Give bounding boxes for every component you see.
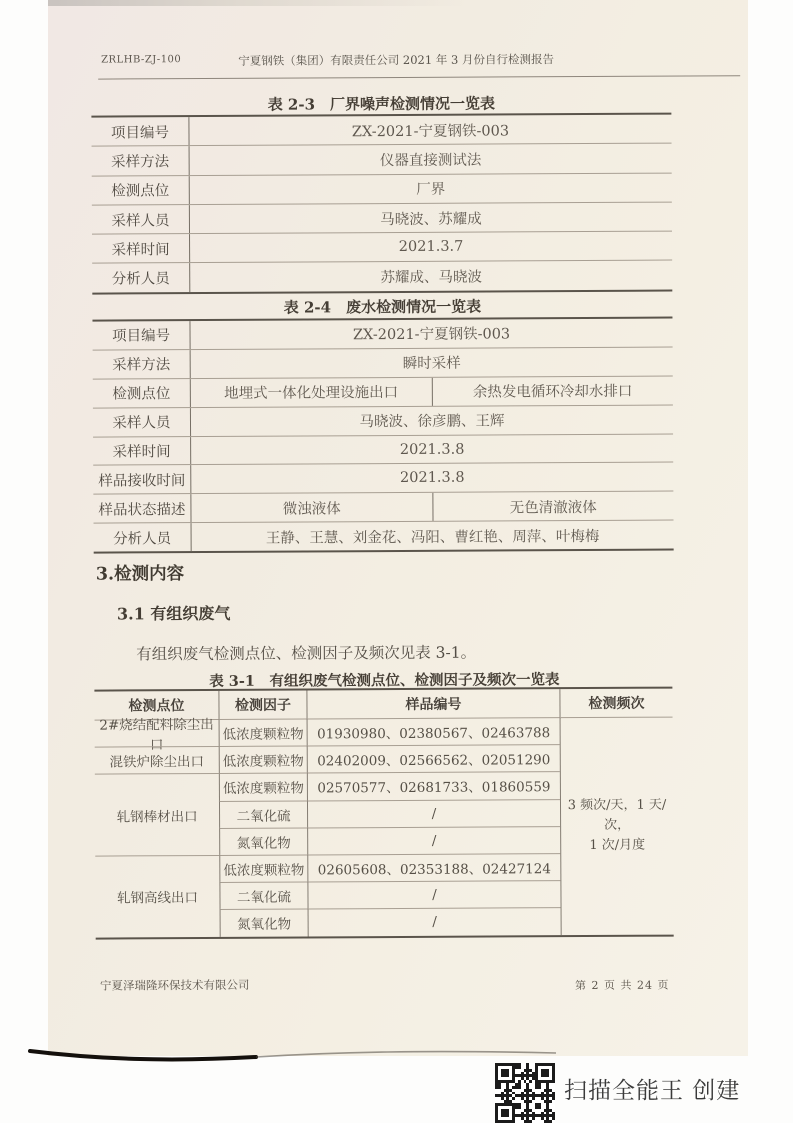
section-paragraph: 有组织废气检测点位、检测因子及频次见表 3-1。 [136,643,477,664]
point-cell-merged: 轧钢高线出口 [95,855,219,937]
frequency-cell-merged: 3 频次/天，1 天/次， 1 次/月度 [560,717,674,935]
table-row [92,319,672,350]
samples-cell: / [307,826,560,855]
row-label: 样品状态描述 [93,494,191,522]
point-cell: 2#烧结配料除尘出口 [95,719,219,747]
row-value: 2021.3.7 [398,238,464,256]
factor-cell: 氮氧化物 [219,827,307,855]
samples-cell: 01930980、02380567、02463788 [307,717,560,746]
point-cell-merged: 轧钢棒材出口 [95,773,219,855]
row-value-right: 无色清澈液体 [432,492,674,521]
row-value: 2021.3.8 [399,470,465,487]
row-label: 采样人员 [92,205,190,234]
row-value: 厂界 [416,181,446,199]
table-3-1-title: 表 3-1 有组织废气检测点位、检测因子及频次一览表 [209,671,560,690]
factor-cell: 氮氧化物 [220,909,308,937]
footer-company: 宁夏泽瑞隆环保技术有限公司 [99,977,250,993]
row-value: 瞬时采样 [402,355,461,373]
table-row [93,346,673,378]
header-title: 宁夏钢铁（集团）有限责任公司 2021 年 3 月份自行检测报告 [238,52,554,68]
point-cell: 混铁炉除尘出口 [95,746,219,774]
table-row [94,520,674,552]
column-header: 检测因子 [218,690,306,718]
factor-cell: 低浓度颗粒物 [219,718,307,746]
table-2-3-title: 表 2-3 厂界噪声检测情况一览表 [267,94,496,114]
factor-cell: 二氧化硫 [219,882,307,910]
row-label: 项目编号 [91,117,189,146]
table-row [93,462,673,494]
row-label: 采样方法 [92,146,190,175]
samples-cell: / [307,799,560,828]
table-row [92,201,672,233]
section-subheading: 3.1 有组织废气 [116,603,231,624]
column-header: 检测点位 [128,698,185,715]
table-row [91,115,671,146]
samples-cell: 02605608、02353188、02427124 [307,853,560,882]
table-row [93,404,673,436]
row-value: ZX-2021-宁夏钢铁-003 [352,326,511,344]
row-value: 仪器直接测试法 [379,152,482,170]
table-row [92,231,672,263]
table-2-3-noise-summary [91,113,672,295]
factor-cell: 二氧化硫 [219,800,307,828]
row-label: 采样时间 [92,234,190,263]
factor-cell: 低浓度颗粒物 [219,746,307,774]
column-header: 检测频次 [559,689,672,718]
row-value: 苏耀成、马晓波 [380,269,483,287]
header-doc-code: ZRLHB-ZJ-100 [101,54,182,66]
column-header: 样品编号 [306,689,559,718]
factor-cell: 低浓度颗粒物 [219,854,307,882]
row-label: 采样方法 [93,350,191,378]
header-divider [98,75,740,79]
row-value-left: 地埋式一体化处理设施出口 [224,385,399,403]
row-label: 分析人员 [94,523,192,551]
table-row [93,491,673,523]
row-value: 马晓波、苏耀成 [380,211,482,228]
footer-page-number: 第 2 页 共 24 页 [574,978,670,993]
table-2-4-title: 表 2-4 废水检测情况一览表 [283,297,482,317]
table-row [92,172,672,204]
row-label: 分析人员 [92,264,190,293]
row-value: ZX-2021-宁夏钢铁-003 [351,123,510,140]
table-2-4-wastewater-summary [92,317,673,554]
camscanner-watermark-label: 扫描全能王 创建 [564,1078,741,1104]
row-label: 样品接收时间 [93,466,191,494]
factor-cell: 低浓度颗粒物 [219,773,307,801]
table-3-1-organized-gas [94,687,673,940]
scanned-page [48,0,748,1056]
row-label: 检测点位 [92,176,190,205]
samples-cell: / [308,907,561,936]
samples-cell: / [307,880,560,909]
qr-code-icon [495,1063,555,1123]
row-value-left: 微浊液体 [282,501,341,518]
samples-cell: 02570577、02681733、01860559 [307,772,560,801]
row-label: 项目编号 [92,321,190,349]
row-label: 采样时间 [93,437,191,465]
row-value-right: 余热发电循环冷却水排口 [431,376,673,405]
section-heading: 3.检测内容 [95,564,185,585]
row-label: 检测点位 [93,379,191,407]
table-row [92,260,672,292]
row-label: 采样人员 [93,408,191,436]
samples-cell: 02402009、02566562、02051290 [307,744,560,773]
table-row [93,375,673,407]
row-value: 马晓波、徐彦鹏、王辉 [359,413,505,431]
row-value: 2021.3.8 [399,441,465,458]
row-value: 王静、王慧、刘金花、冯阳、曹红艳、周萍、叶梅梅 [265,528,600,547]
table-row [92,143,672,175]
table-row [93,433,673,465]
